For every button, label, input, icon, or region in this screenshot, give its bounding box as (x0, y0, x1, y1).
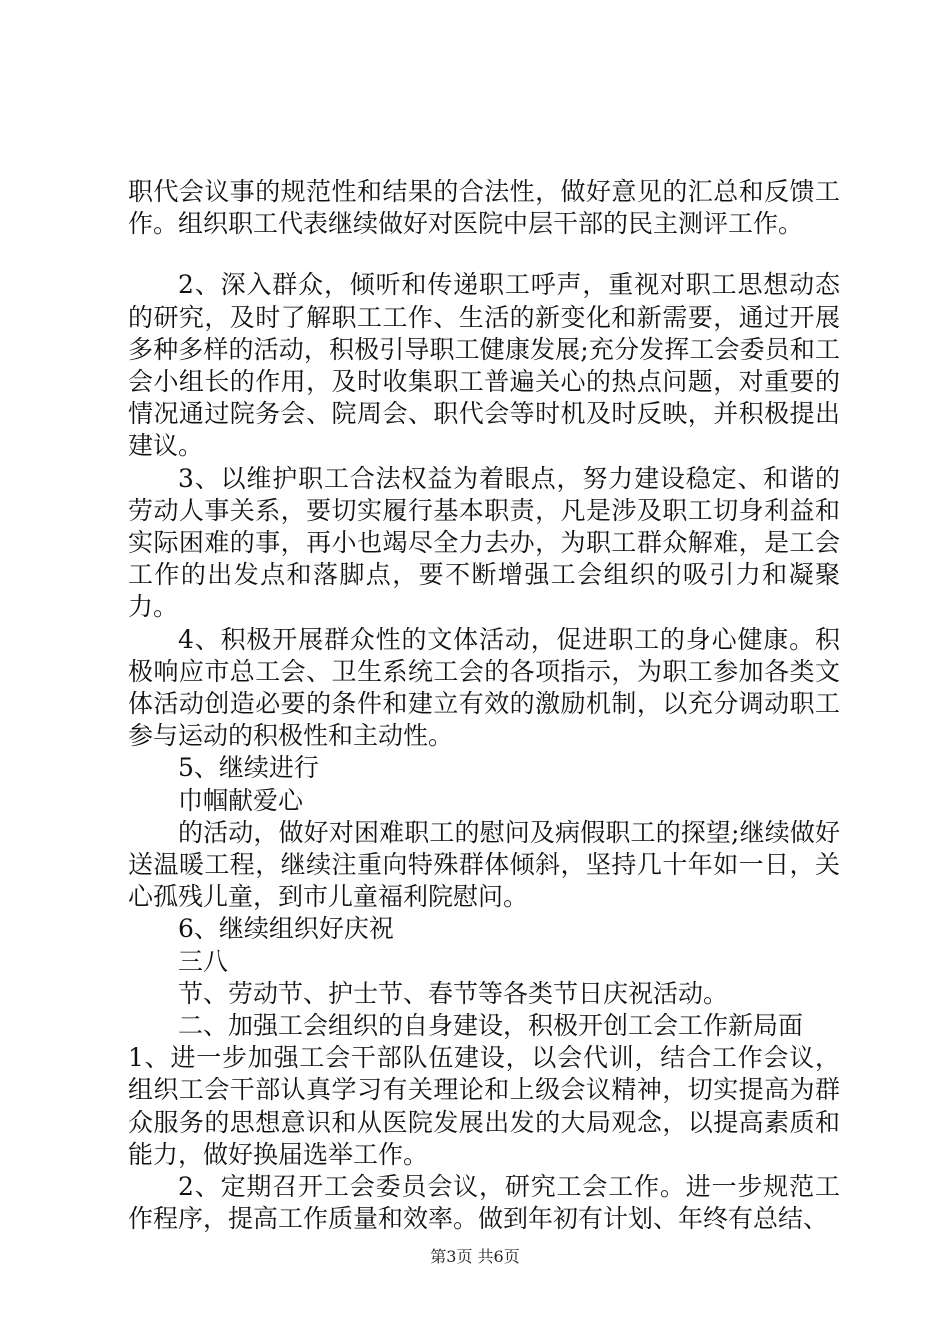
section-heading-2: 二、加强工会组织的自身建设，积极开创工会工作新局面 (178, 1011, 804, 1041)
paragraph-section2-item-1: 1、进一步加强工会干部队伍建设，以会代训，结合工作会议，组织工会干部认真学习有关理论和上级会议精神，切实提高为群众服务的思想意识和从医院发展出发的大局观念，以提高素质和能力，做好换届选举工作。 (128, 1043, 840, 1169)
paragraph-item-6-rest: 节、劳动节、护士节、春节等各类节日庆祝活动。 (178, 978, 729, 1008)
paragraph-continuation: 职代会议事的规范性和结果的合法性，做好意见的汇总和反馈工作。组织职工代表继续做好对医院中层干部的民主测评工作。 (128, 177, 840, 239)
paragraph-item-5-rest: 的活动，做好对困难职工的慰问及病假职工的探望;继续做好送温暖工程，继续注重向特殊群体倾斜，坚持几十年如一日，关心孤残儿童，到市儿童福利院慰问。 (128, 817, 840, 912)
paragraph-section2-item-2: 2、定期召开工会委员会议，研究工会工作。进一步规范工作程序，提高工作质量和效率。做到年初有计划、年终有总结、 (128, 1172, 840, 1234)
paragraph-item-4: 4、积极开展群众性的文体活动，促进职工的身心健康。积极响应市总工会、卫生系统工会的各项指示，为职工参加各类文体活动创造必要的条件和建立有效的激励机制，以充分调动职工参与运动的积极性和主动性。 (128, 624, 840, 751)
document-body (128, 176, 840, 1236)
paragraph-item-6-start: 6、继续组织好庆祝 (178, 914, 394, 944)
paragraph-item-3: 3、以维护职工合法权益为着眼点，努力建设稳定、和谐的劳动人事关系，要切实履行基本职责，凡是涉及职工切身利益和实际困难的事，再小也竭尽全力去办，为职工群众解难，是工会工作的出发点和落脚点，要不断增强工会组织的吸引力和凝聚力。 (128, 463, 840, 622)
page-number-footer: 第3页 共6页 (430, 1247, 520, 1266)
paragraph-item-2: 2、深入群众，倾听和传递职工呼声，重视对职工思想动态的研究，及时了解职工工作、生活的新变化和新需要，通过开展多种多样的活动，积极引导职工健康发展;充分发挥工会委员和工会小组长的作用，及时收集职工普遍关心的热点问题，对重要的情况通过院务会、院周会、职代会等时机及时反映，并积极提出建议。 (128, 270, 840, 461)
paragraph-item-6-quote: 三八 (178, 946, 229, 976)
paragraph-item-5-start: 5、继续进行 (178, 753, 319, 783)
paragraph-item-5-quote: 巾帼献爱心 (178, 785, 304, 815)
